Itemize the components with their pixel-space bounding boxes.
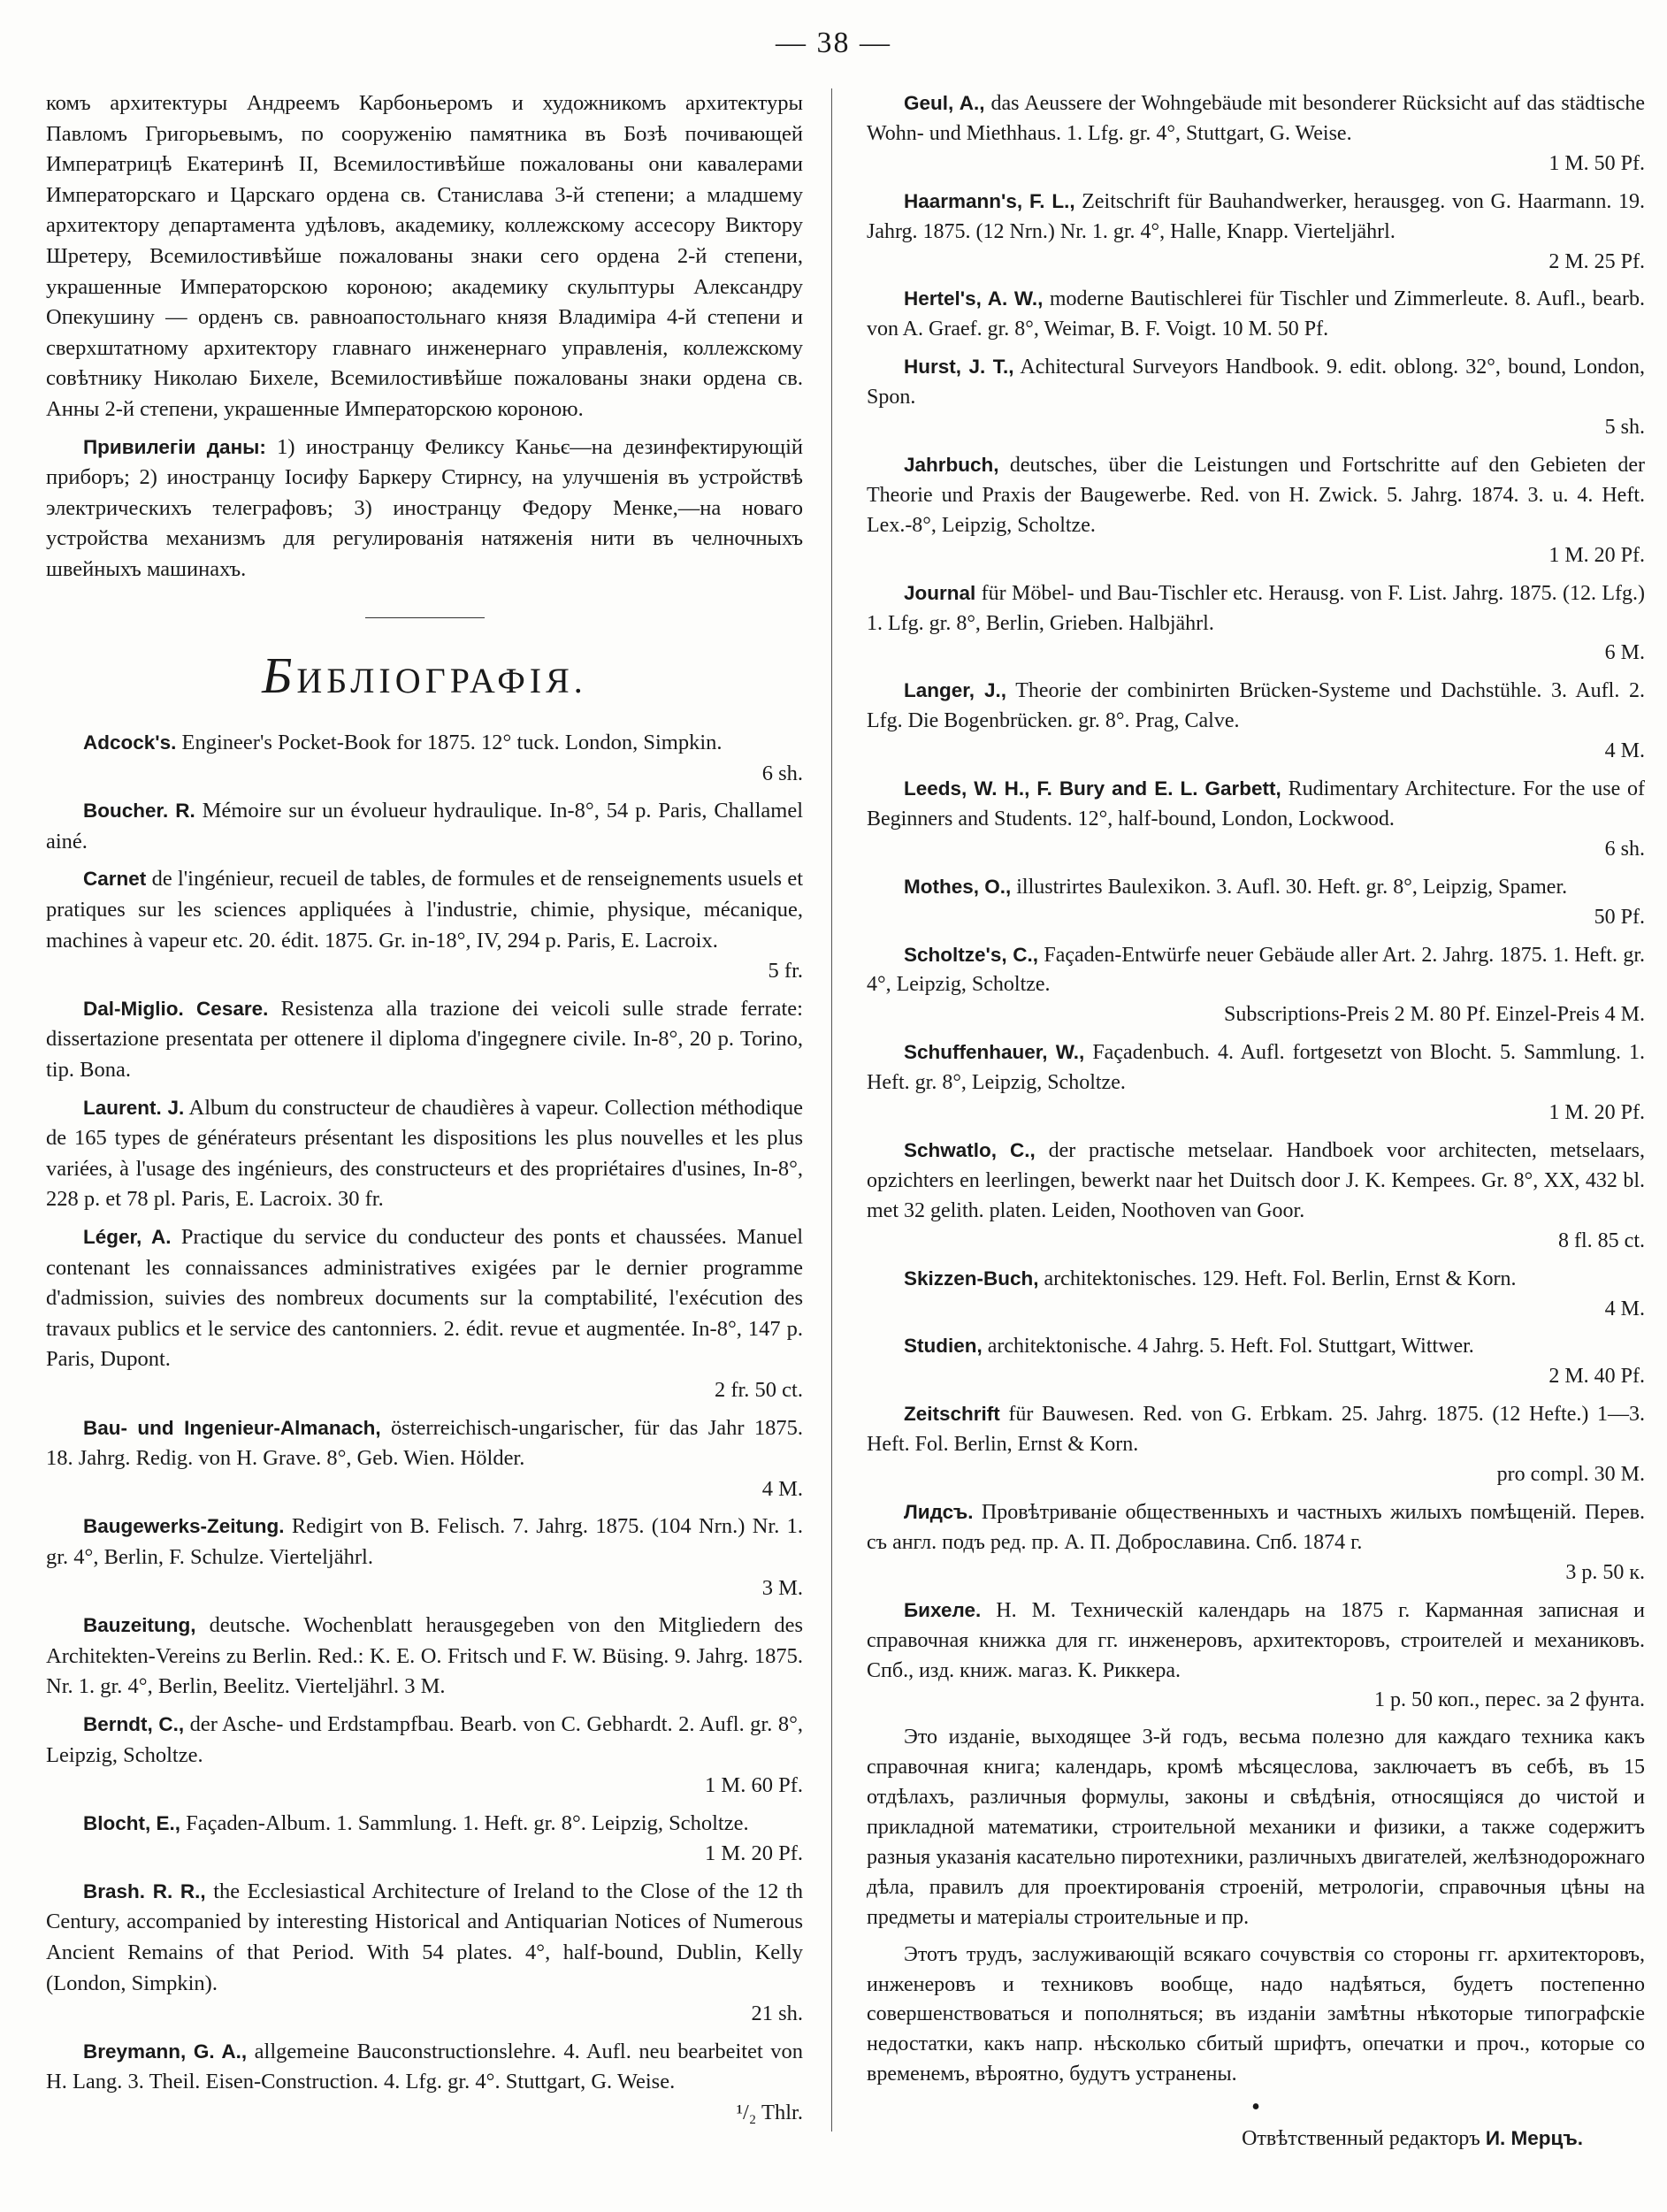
entry-title: Schuffenhauer, W., (904, 1041, 1085, 1064)
bibliography-entry (867, 940, 1645, 1031)
entry-price: pro compl. 30 M. (1496, 1463, 1645, 1487)
entry-title: Schwatlo, C., (904, 1139, 1036, 1161)
bibliography-entry (46, 1809, 803, 1870)
bibliography-entry (46, 1710, 803, 1802)
bibliography-entry (867, 676, 1645, 767)
privileges-text: 1) иностранцу Феликсу Каньє—на дезинфектирующій приборъ; 2) иностранцу Іосифу Баркеру Стирнсу, на улучшенія въ устройствѣ электрическихъ телеграфовъ; 3) иностранцу Федору Менке,—на новаго устройства механизмъ для регулированія натяженія нити въ челночныхъ швейныхъ машинахъ. (46, 434, 803, 581)
review-paragraph: Этотъ трудъ, заслуживающій всякаго сочувствія со стороны гг. архитекторовъ, инженеровъ и техниковъ вообще, надо надѣяться, будетъ постепенно совершенствоваться и пополняться; въ изданіи замѣтны нѣкоторые типографскіе недостатки, какъ напр. нѣсколько сбитый шрифтъ, опечатки и проч., которые со временемъ, вѣроятно, будутъ устранены. (867, 1942, 1645, 2086)
entry-title: Hertel's, A. W., (904, 287, 1044, 310)
bibliography-entry (867, 774, 1645, 865)
entry-text: de l'ingénieur, recueil de tables, de formules et de renseignements usuels et pratiques sur les sciences appliquées à l'industrie, chimie, physique, mécanique, machines à vapeur etc. 20. édit. 1875. Gr. in-18°, IV, 294 p. Paris, E. Lacroix. (46, 867, 803, 953)
entry-text: für Bauwesen. Red. von G. Erbkam. 25. Jahrg. 1875. (12 Hefte.) 1—3. Heft. Fol. Berlin, Ernst & Korn. (867, 1403, 1646, 1457)
left-column (46, 88, 803, 2136)
entry-title: Breymann, G. A., (83, 2040, 248, 2063)
entry-text: österreichisch-ungarischer, für das Jahr 1875. 18. Jahrg. Redig. von H. Grave. 8°, Geb. Wien. Hölder. (46, 1415, 803, 1471)
bibliography-entry (46, 1877, 803, 2030)
bibliography-entry (867, 578, 1645, 670)
entry-text: moderne Bautischlerei für Tischler und Zimmerleute. 8. Aufl., bearb. von A. Graef. gr. 8°, Weimar, B. F. Voigt. 10 M. 50 Pf. (867, 287, 1646, 341)
entry-title: Langer, J., (904, 679, 1006, 702)
bibliography-entry (867, 1399, 1645, 1490)
editor-line (867, 2124, 1645, 2155)
entry-text: Н. М. Техническій календарь на 1875 г. Карманная записная и справочная книжка для гг. инженеровъ, архитекторовъ, строителей и механиковъ. Спб., изд. книж. магаз. К. Риккера. (867, 1598, 1646, 1682)
entry-text: the Ecclesiastical Architecture of Ireland to the Close of the 12 th Century, accompanied by interesting Historical and Antiquarian Notices of Numerous Ancient Remains of that Period. With 54 plates. 4°, half-bound, Dublin, Kelly (London, Simpkin). (46, 1879, 804, 1995)
entry-text: architektonische. 4 Jahrg. 5. Heft. Fol. Stuttgart, Wittwer. (987, 1335, 1474, 1359)
entry-text: Theorie der combinirten Brücken-Systeme und Dachstühle. 3. Aufl. 2. Lfg. Die Bogenbrücken. gr. 8°. Prag, Calve. (867, 679, 1645, 733)
bibliography-initial: Б (262, 646, 297, 704)
entry-title: Leeds, W. H., F. Bury and E. L. Garbett, (904, 777, 1281, 800)
bibliography-entry (867, 872, 1645, 933)
entry-text: Practique du service du conducteur des ponts et chaussées. Manuel contenant les connaissances administratives exigées par le dernier programme d'admission, suivies des nombreux documents sur la comptabilité, l'exécution des travaux publics et le service des cantonniers. 2. édit. revue et augmentée. In-8°, 147 p. Paris, Dupont. (46, 1225, 803, 1372)
entry-title: Skizzen-Buch, (904, 1267, 1039, 1290)
entry-title: Бихеле. (904, 1598, 982, 1621)
entry-text: Album du constructeur de chaudières à vapeur. Collection méthodique de 165 types de générateurs présentant les dispositions les plus nouvelles et les plus variées, à l'usage des ingénieurs, des constructeurs et des propriétaires d'usines, In-8°, 228 p. et 78 pl. Paris, E. Lacroix. 30 fr. (46, 1095, 803, 1212)
entry-title: Bauzeitung, (83, 1614, 196, 1637)
bibliography-entry (867, 1037, 1645, 1129)
entry-price: 2 M. 40 Pf. (1548, 1365, 1645, 1389)
entry-price: Subscriptions-Preis 2 M. 80 Pf. Einzel-Preis 4 M. (1224, 1003, 1645, 1027)
entry-text: Resistenza alla trazione dei veicoli sulle strade ferrate: dissertazione presentata per ottenere il diploma d'ingegnere civile. In-8°, 20 p. Torino, tip. Bona. (46, 996, 803, 1083)
entry-price: 4 M. (1604, 1297, 1645, 1320)
entry-title: Dal-Miglio. Cesare. (83, 997, 269, 1020)
entry-price: 4 M. (761, 1476, 803, 1501)
right-column (867, 88, 1645, 2162)
entry-text: der Asche- und Erdstampfbau. Bearb. von C. Gebhardt. 2. Aufl. gr. 8°, Leipzig, Scholtze. (46, 1711, 803, 1767)
entry-price: 6 sh. (1604, 837, 1645, 861)
bibliography-entry (46, 1512, 803, 1604)
entry-title: Mothes, O., (904, 875, 1012, 898)
entry-text: deutsches, über die Leistungen und Fortschritte auf den Gebieten der Theorie und Praxis der Baugewerbe. Red. von H. Zwick. 5. Jahrg. 1874. 3. u. 4. Heft. Lex.-8°, Leipzig, Scholtze. (867, 453, 1646, 537)
bibliography-heading (46, 646, 803, 704)
entry-text: Achitectural Surveyors Handbook. 9. edit. oblong. 32°, bound, London, Spon. (867, 356, 1646, 409)
entry-price: 1 M. 20 Pf. (1548, 543, 1645, 567)
bibliography-entry (867, 352, 1645, 443)
editor-name: И. Мерцъ. (1485, 2127, 1583, 2150)
separator-dot: • (1251, 2093, 1260, 2122)
bibliography-entry (46, 1611, 803, 1703)
entry-text: allgemeine Bauconstructionslehre. 4. Aufl. neu bearbeitet von H. Lang. 3. Theil. Eisen-Construction. 4. Lfg. gr. 4°. Stuttgart, G. Weise. (46, 2039, 804, 2094)
entry-price: 1 M. 60 Pf. (705, 1773, 803, 1798)
bibliography-entry (46, 994, 803, 1086)
entry-title: Лидсъ. (904, 1500, 974, 1523)
entry-text: Rudimentary Architecture. For the use of Beginners and Students. 12°, half-bound, London, Lockwood. (867, 777, 1645, 830)
bibliography-entry (867, 1331, 1645, 1392)
entry-title: Jahrbuch, (904, 453, 999, 476)
entry-price: 8 fl. 85 ct. (1558, 1228, 1645, 1252)
entry-title: Carnet (83, 868, 147, 891)
column-divider (831, 88, 832, 2132)
entry-price: 2 M. 25 Pf. (1548, 249, 1645, 273)
entry-title: Zeitschrift (904, 1403, 1000, 1426)
entry-text: für Möbel- und Bau-Tischler etc. Herausg. von F. List. Jahrg. 1875. (12. Lfg.) 1. Lfg. gr. 8°, Berlin, Grieben. Halbjährl. (867, 581, 1646, 635)
bibliography-entry (867, 450, 1645, 571)
page-number: — 38 — (776, 27, 891, 59)
privileges-paragraph (46, 432, 803, 586)
bibliography-heading-text: ИБЛІОГРАФІЯ. (296, 660, 587, 700)
bibliography-entry (46, 1093, 803, 1215)
entry-title: Brash. R. R., (83, 1879, 206, 1902)
bibliography-entry (867, 1497, 1645, 1588)
bibliography-entry (46, 2037, 803, 2129)
entry-price: 6 sh. (761, 761, 803, 785)
entry-title: Haarmann's, F. L., (904, 189, 1075, 212)
entry-title: Léger, A. (83, 1226, 172, 1248)
entry-title: Journal (904, 581, 976, 604)
bibliography-entry (867, 88, 1645, 180)
bibliography-entry (46, 864, 803, 986)
entry-text: architektonisches. 129. Heft. Fol. Berlin, Ernst & Korn. (1044, 1267, 1517, 1290)
entry-title: Geul, A., (904, 92, 985, 114)
entry-text: Façaden-Album. 1. Sammlung. 1. Heft. gr. 8°. Leipzig, Scholtze. (186, 1810, 749, 1835)
entry-title: Hurst, J. T., (904, 356, 1014, 379)
entry-price: 2 fr. 50 ct. (714, 1377, 803, 1402)
entry-price: 1 M. 20 Pf. (1548, 1101, 1645, 1125)
left-bibliography-list (46, 728, 803, 2129)
bibliography-entry (46, 1413, 803, 1505)
bibliography-entry (46, 796, 803, 857)
award-paragraph: комъ архитектуры Андреемъ Карбоньеромъ и художникомъ архитектуры Павломъ Григорьевымъ, по сооруженію памятника въ Бозѣ почивающей Императрицѣ Екатеринѣ II, Всемилостивѣйше пожалованы они кавалерами Императорскаго и Царскаго ордена св. Станислава 3-й степени; а младшему архитектору департамента удѣловъ, академику, коллежскому ассесору Виктору Шретеру, Всемилостивѣйше пожалованы знаки сего ордена 2-й степени, украшенные Императорскою короною; академику скульптуры Александру Опекушину — орденъ св. равноапостольнаго князя Владиміра 4-й степени и сверхштатному архитектору главнаго инженернаго управленія, коллежскому совѣтнику Николаю Бихеле, Всемилостивѣйше пожалованы знаки ордена св. Анны 2-й степени, украшенные Императорскою короною. (46, 91, 803, 421)
right-bibliography-list (867, 88, 1645, 1716)
entry-title: Adcock's. (83, 731, 177, 754)
entry-price: 4 M. (1604, 739, 1645, 763)
entry-title: Bau- und Ingenieur-Almanach, (83, 1416, 381, 1439)
entry-title: Scholtze's, C., (904, 943, 1038, 966)
entry-text: illustrirtes Baulexikon. 3. Aufl. 30. Heft. gr. 8°, Leipzig, Spamer. (1016, 875, 1568, 899)
entry-price: 5 sh. (1604, 416, 1645, 440)
entry-price: 1 р. 50 коп., перес. за 2 фунта. (1373, 1688, 1645, 1712)
entry-text: Façaden-Entwürfe neuer Gebäude aller Art. 2. Jahrg. 1875. 1. Heft. gr. 4°, Leipzig, Scholtze. (867, 943, 1646, 997)
entry-price: 1 M. 50 Pf. (1548, 151, 1645, 175)
entry-price: 21 sh. (751, 2002, 803, 2026)
entry-price: 3 р. 50 к. (1565, 1560, 1645, 1584)
bibliography-entry (867, 187, 1645, 278)
bibliography-entry (867, 1136, 1645, 1257)
entry-price: 3 M. (761, 1575, 803, 1600)
entry-price: 1 M. 20 Pf. (705, 1841, 803, 1866)
entry-title: Boucher. R. (83, 800, 195, 823)
entry-price: ¹/₂ Thlr. (736, 2101, 803, 2125)
entry-text: Провѣтриваніе общественныхъ и частныхъ жилыхъ помѣщеній. Перев. съ англ. подъ ред. пр. А. П. Доброславина. Спб. 1874 г. (867, 1500, 1646, 1554)
privileges-heading: Привилегіи даны: (83, 435, 266, 458)
editor-label: Отвѣтственный редакторъ (1242, 2127, 1480, 2151)
bibliography-entry (867, 1264, 1645, 1325)
bibliography-entry (46, 728, 803, 789)
entry-text: deutsche. Wochenblatt herausgegeben von den Mitgliedern des Architekten-Vereins zu Berlin. Red.: K. E. O. Fritsch und F. W. Büsing. 9. Jahrg. 1875. Nr. 1. gr. 4°, Berlin, Beelitz. Vierteljährl. 3 M. (46, 1613, 803, 1699)
entry-text: Mémoire sur un évolueur hydraulique. In-8°, 54 p. Paris, Challamel ainé. (46, 799, 804, 853)
entry-text: das Aeussere der Wohngebäude mit besonderer Rücksicht auf das städtische Wohn- und Miethhaus. 1. Lfg. gr. 4°, Stuttgart, G. Weise. (867, 92, 1646, 145)
entry-price: 5 fr. (768, 959, 803, 984)
section-divider (365, 617, 485, 618)
entry-text: der practische metselaar. Handboek voor architecten, metselaars, opzichters en leerlingen, bewerkt naar het Duitsch door J. K. Kempees. Gr. 8°, XX, 432 bl. met 32 gelith. platen. Leiden, Noothoven van Goor. (867, 1139, 1645, 1222)
bibliography-entry (46, 1222, 803, 1406)
entry-text: Engineer's Pocket-Book for 1875. 12° tuck. London, Simpkin. (181, 731, 723, 755)
entry-title: Blocht, E., (83, 1811, 181, 1834)
bibliography-entry (867, 1596, 1645, 1717)
entry-title: Berndt, C., (83, 1712, 185, 1735)
entry-price: 6 M. (1604, 641, 1645, 665)
entry-text: Redigirt von B. Felisch. 7. Jahrg. 1875. (104 Nrn.) Nr. 1. gr. 4°, Berlin, F. Schulze. Vierteljährl. (46, 1514, 804, 1569)
entry-title: Studien, (904, 1335, 983, 1358)
entry-price: 50 Pf. (1594, 905, 1645, 929)
entry-title: Baugewerks-Zeitung. (83, 1515, 285, 1538)
bibliography-entry (867, 284, 1645, 345)
entry-title: Laurent. J. (83, 1096, 185, 1119)
entry-text: Façadenbuch. 4. Aufl. fortgesetzt von Blocht. 5. Sammlung. 1. Heft. gr. 8°, Leipzig, Scholtze. (867, 1041, 1645, 1095)
entry-text: Zeitschrift für Bauhandwerker, herausgeg. von G. Haarmann. 19. Jahrg. 1875. (12 Nrn.) Nr. 1. gr. 4°, Halle, Knapp. Vierteljährl. (867, 189, 1645, 243)
review-paragraph: Это изданіе, выходящее 3-й годъ, весьма полезно для каждаго техника какъ справочная книга; календарь, кромѣ мѣсяцеслова, заключаетъ въ себѣ, въ 15 отдѣлахъ, различныя формулы, законы и свѣдѣнія, относящіяся до чистой и прикладной математики, строительной механики и физики, а также содержитъ разныя указанія касательно пиротехники, различныхъ двигателей, желѣзнодорожнаго дѣла, правилъ для проектированія строеній, метрологіи, справочныя цѣны на предметы и матеріалы строительные и пр. (867, 1726, 1645, 1929)
